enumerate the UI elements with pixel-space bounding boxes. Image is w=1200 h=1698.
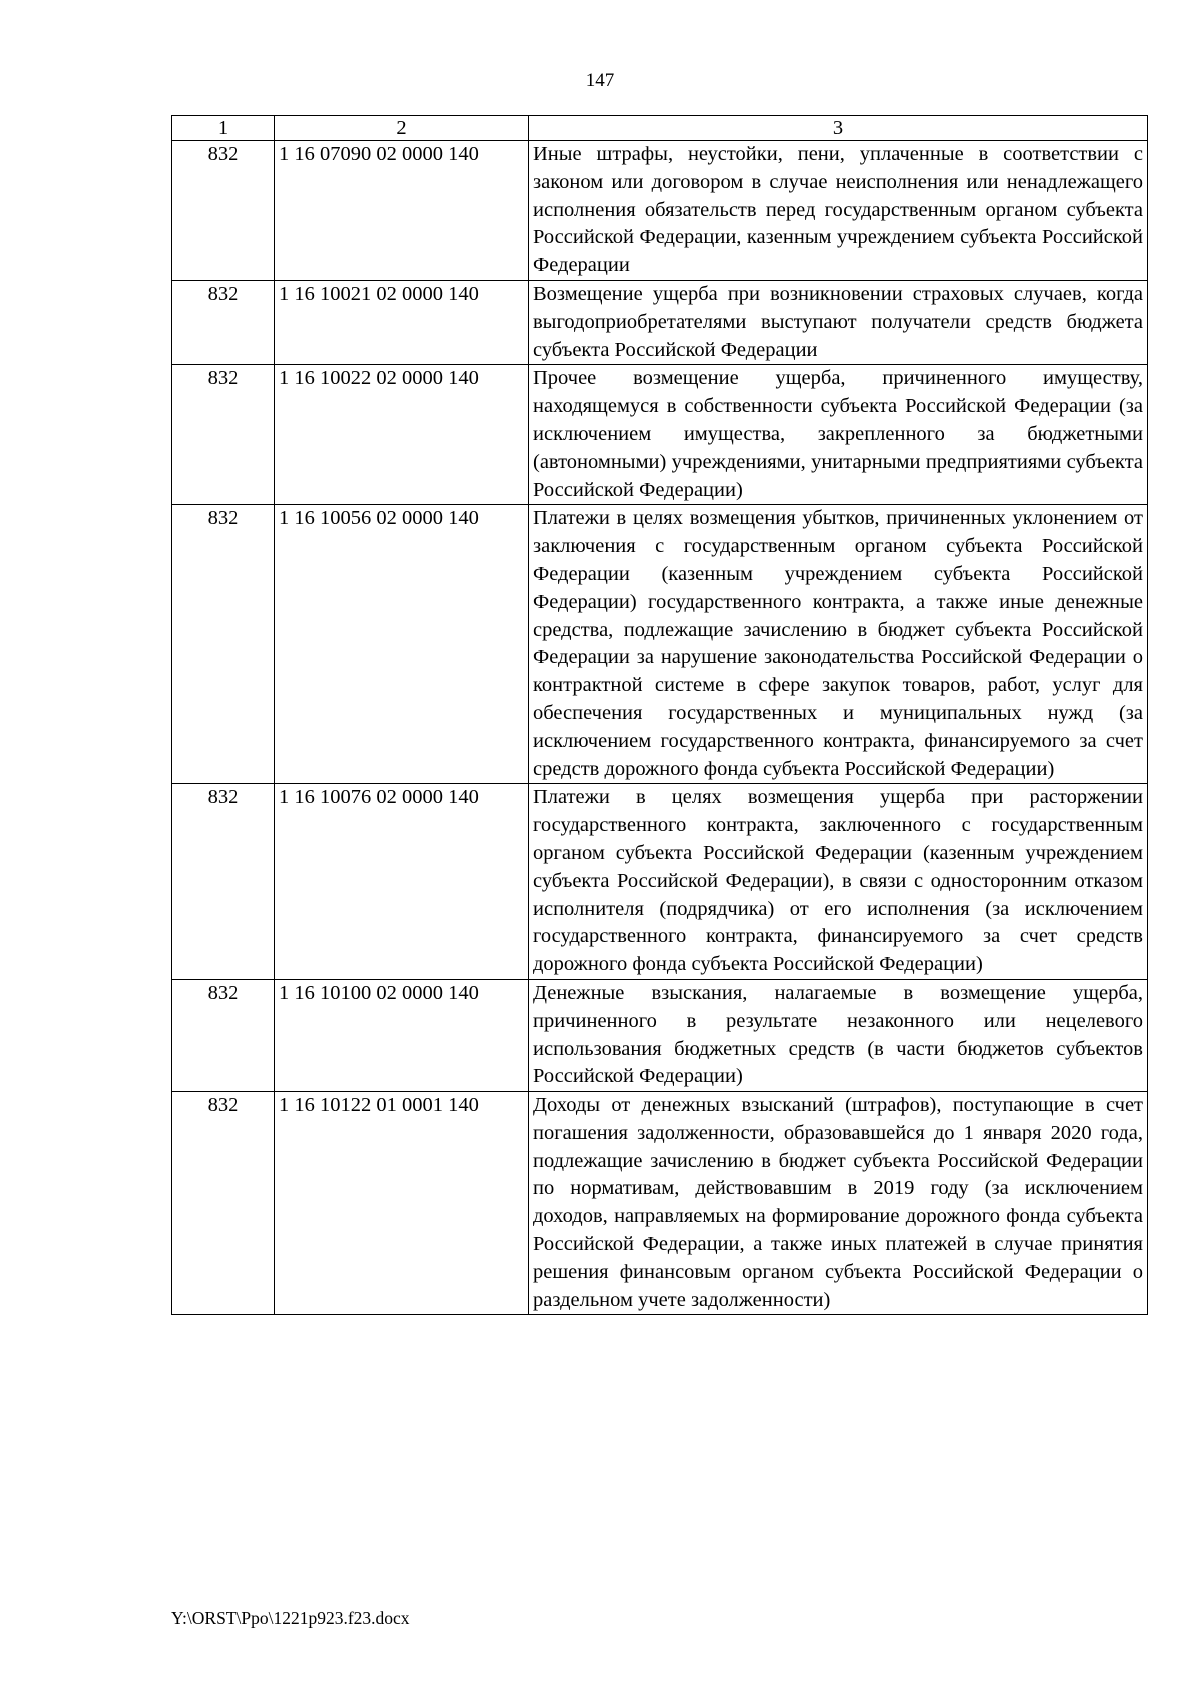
- budget-code-cell: 1 16 07090 02 0000 140: [275, 141, 529, 281]
- admin-code-cell: 832: [172, 141, 275, 281]
- admin-code-cell: 832: [172, 784, 275, 980]
- description-cell: Возмещение ущерба при возникновении страховых случаев, когда выгодоприобретателями выступают получатели средств бюджета субъекта Российской Федерации: [529, 280, 1148, 364]
- description-cell: Иные штрафы, неустойки, пени, уплаченные в соответствии с законом или договором в случае неисполнения или ненадлежащего исполнения обязательств перед государственным органом субъекта Российской Федерации, казенным учреждением субъекта Российской Федерации: [529, 141, 1148, 281]
- description-cell: Доходы от денежных взысканий (штрафов), поступающие в счет погашения задолженности, образовавшейся до 1 января 2020 года, подлежащие зачислению в бюджет субъекта Российской Федерации по нормативам, действовавшим в 2019 году (за исключением доходов, направляемых на формирование дорожного фонда субъекта Российской Федерации, а также иных платежей в случае принятия решения финансовым органом субъекта Российской Федерации о раздельном учете задолженности): [529, 1092, 1148, 1315]
- description-cell: Денежные взыскания, налагаемые в возмещение ущерба, причиненного в результате незаконного или нецелевого использования бюджетных средств (в части бюджетов субъектов Российской Федерации): [529, 979, 1148, 1091]
- table-row: [172, 280, 1148, 364]
- table-row: [172, 365, 1148, 505]
- description-cell: Платежи в целях возмещения ущерба при расторжении государственного контракта, заключенного с государственным органом субъекта Российской Федерации (казенным учреждением субъекта Российской Федерации), в связи с односторонним отказом исполнителя (подрядчика) от его исполнения (за исключением государственного контракта, финансируемого за счет средств дорожного фонда субъекта Российской Федерации): [529, 784, 1148, 980]
- table-row: [172, 505, 1148, 784]
- table-header-row: [172, 116, 1148, 141]
- admin-code-cell: 832: [172, 365, 275, 505]
- budget-code-cell: 1 16 10021 02 0000 140: [275, 280, 529, 364]
- admin-code-cell: 832: [172, 979, 275, 1091]
- admin-code-cell: 832: [172, 280, 275, 364]
- table-row: [172, 1092, 1148, 1315]
- budget-code-cell: 1 16 10056 02 0000 140: [275, 505, 529, 784]
- description-cell: Платежи в целях возмещения убытков, причиненных уклонением от заключения с государственным органом субъекта Российской Федерации (казенным учреждением субъекта Российской Федерации) государственного контракта, а также иные денежные средства, подлежащие зачислению в бюджет субъекта Российской Федерации за нарушение законодательства Российской Федерации о контрактной системе в сфере закупок товаров, работ, услуг для обеспечения государственных и муниципальных нужд (за исключением государственного контракта, финансируемого за счет средств дорожного фонда субъекта Российской Федерации): [529, 505, 1148, 784]
- table-row: [172, 141, 1148, 281]
- table-row: [172, 979, 1148, 1091]
- column-header-3: 3: [529, 116, 1148, 141]
- budget-code-cell: 1 16 10100 02 0000 140: [275, 979, 529, 1091]
- budget-code-cell: 1 16 10076 02 0000 140: [275, 784, 529, 980]
- page-number: 147: [585, 70, 615, 91]
- budget-code-cell: 1 16 10122 01 0001 140: [275, 1092, 529, 1315]
- admin-code-cell: 832: [172, 505, 275, 784]
- column-header-2: 2: [275, 116, 529, 141]
- budget-codes-table: [171, 115, 1148, 1315]
- column-header-1: 1: [172, 116, 275, 141]
- table-row: [172, 784, 1148, 980]
- footer-file-path: Y:\ORST\Ppo\1221p923.f23.docx: [171, 1608, 410, 1628]
- budget-code-cell: 1 16 10022 02 0000 140: [275, 365, 529, 505]
- admin-code-cell: 832: [172, 1092, 275, 1315]
- description-cell: Прочее возмещение ущерба, причиненного имуществу, находящемуся в собственности субъекта Российской Федерации (за исключением имущества, закрепленного за бюджетными (автономными) учреждениями, унитарными предприятиями субъекта Российской Федерации): [529, 365, 1148, 505]
